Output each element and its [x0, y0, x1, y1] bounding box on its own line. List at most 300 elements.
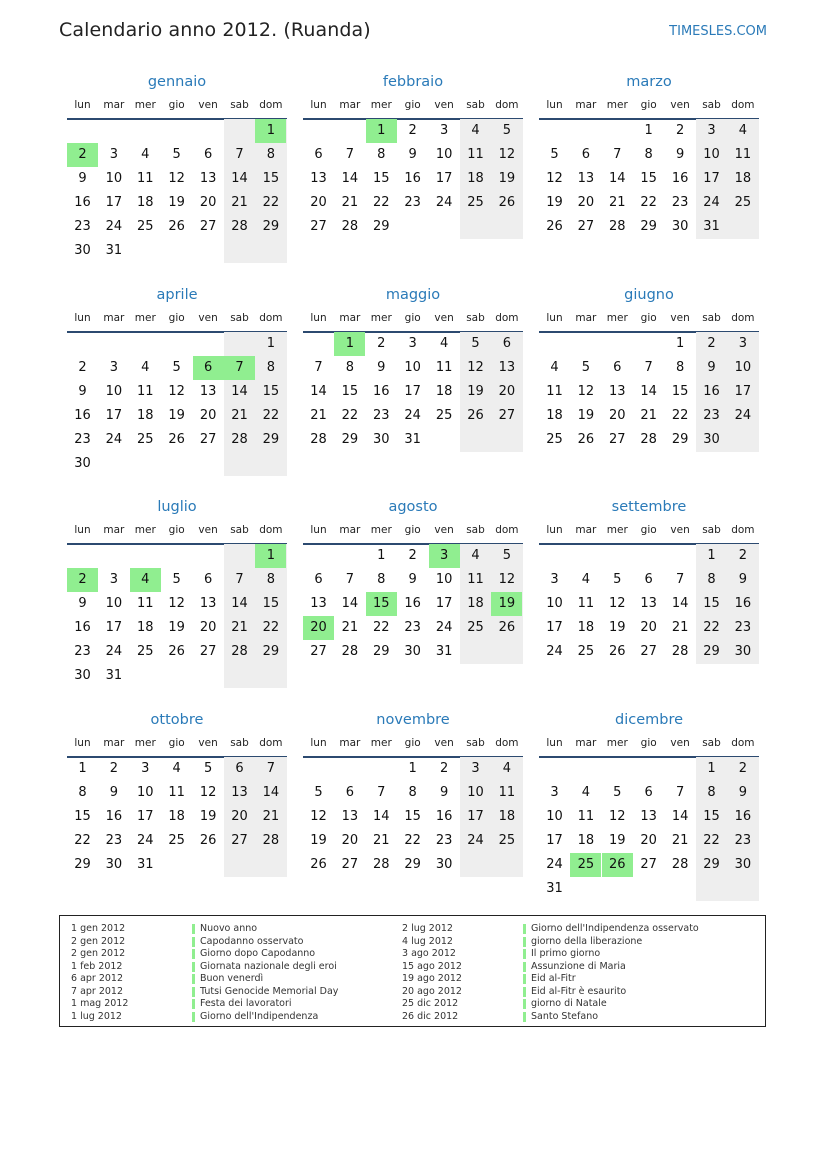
day-cell[interactable]: 30 [734, 857, 752, 872]
day-cell[interactable]: 17 [435, 171, 453, 186]
day-cell[interactable]: 20 [199, 195, 217, 210]
day-cell[interactable]: 2 [109, 761, 119, 776]
day-cell[interactable]: 3 [707, 123, 716, 138]
day-cell[interactable]: 20 [199, 620, 217, 635]
day-cell[interactable]: 7 [235, 572, 244, 587]
day-cell[interactable]: 27 [310, 219, 327, 234]
day-cell[interactable]: 30 [734, 644, 752, 659]
day-cell[interactable]: 18 [137, 620, 154, 635]
day-cell[interactable]: 19 [577, 408, 595, 423]
day-cell[interactable]: 20 [640, 833, 657, 848]
day-cell[interactable]: 22 [262, 408, 280, 423]
holiday-day[interactable]: 6 [193, 356, 224, 380]
day-cell[interactable]: 24 [546, 857, 563, 872]
site-link[interactable]: TIMESLES.COM [669, 24, 767, 39]
day-cell[interactable]: 23 [404, 195, 421, 210]
day-cell[interactable]: 23 [703, 408, 720, 423]
day-cell[interactable]: 13 [231, 785, 248, 800]
day-cell[interactable]: 23 [671, 195, 689, 210]
day-cell[interactable]: 22 [640, 195, 657, 210]
day-cell[interactable]: 15 [74, 809, 91, 824]
day-cell[interactable]: 20 [310, 195, 327, 210]
day-cell[interactable]: 23 [404, 620, 421, 635]
day-cell[interactable]: 25 [137, 432, 154, 447]
day-cell[interactable]: 29 [373, 219, 390, 234]
day-cell[interactable]: 11 [137, 171, 154, 186]
day-cell[interactable]: 18 [467, 171, 484, 186]
day-cell[interactable]: 26 [498, 620, 516, 635]
day-cell[interactable]: 29 [262, 644, 280, 659]
day-cell[interactable]: 1 [675, 336, 685, 351]
day-cell[interactable]: 18 [577, 620, 595, 635]
day-cell[interactable]: 25 [577, 644, 595, 659]
holiday-day[interactable]: 1 [366, 119, 397, 143]
day-cell[interactable]: 30 [74, 668, 91, 683]
day-cell[interactable]: 4 [471, 123, 480, 138]
day-cell[interactable]: 14 [341, 596, 359, 611]
day-cell[interactable]: 17 [546, 833, 563, 848]
day-cell[interactable]: 22 [373, 620, 390, 635]
day-cell[interactable]: 7 [675, 785, 685, 800]
day-cell[interactable]: 27 [498, 408, 516, 423]
day-cell[interactable]: 9 [408, 572, 417, 587]
day-cell[interactable]: 15 [703, 809, 720, 824]
day-cell[interactable]: 2 [738, 761, 748, 776]
day-cell[interactable]: 7 [345, 147, 355, 162]
day-cell[interactable]: 19 [168, 408, 185, 423]
day-cell[interactable]: 29 [703, 857, 720, 872]
day-cell[interactable]: 26 [467, 408, 484, 423]
day-cell[interactable]: 7 [613, 147, 622, 162]
day-cell[interactable]: 5 [581, 360, 591, 375]
day-cell[interactable]: 20 [199, 408, 217, 423]
day-cell[interactable]: 24 [105, 219, 123, 234]
day-cell[interactable]: 13 [640, 596, 657, 611]
day-cell[interactable]: 8 [266, 360, 276, 375]
day-cell[interactable]: 6 [644, 572, 653, 587]
day-cell[interactable]: 15 [262, 596, 280, 611]
day-cell[interactable]: 2 [675, 123, 685, 138]
day-cell[interactable]: 22 [404, 833, 421, 848]
day-cell[interactable]: 31 [703, 219, 720, 234]
day-cell[interactable]: 1 [266, 336, 276, 351]
day-cell[interactable]: 19 [609, 620, 626, 635]
day-cell[interactable]: 24 [703, 195, 720, 210]
day-cell[interactable]: 25 [137, 644, 154, 659]
day-cell[interactable]: 29 [74, 857, 91, 872]
day-cell[interactable]: 20 [231, 809, 248, 824]
day-cell[interactable]: 31 [546, 881, 563, 896]
day-cell[interactable]: 20 [498, 384, 516, 399]
day-cell[interactable]: 22 [703, 833, 720, 848]
day-cell[interactable]: 9 [377, 360, 386, 375]
day-cell[interactable]: 7 [345, 572, 355, 587]
day-cell[interactable]: 20 [609, 408, 626, 423]
day-cell[interactable]: 12 [609, 809, 626, 824]
day-cell[interactable]: 11 [168, 785, 185, 800]
day-cell[interactable]: 7 [235, 147, 244, 162]
day-cell[interactable]: 25 [137, 219, 154, 234]
day-cell[interactable]: 31 [435, 644, 453, 659]
day-cell[interactable]: 21 [231, 195, 248, 210]
day-cell[interactable]: 15 [341, 384, 359, 399]
day-cell[interactable]: 8 [644, 147, 653, 162]
day-cell[interactable]: 17 [467, 809, 484, 824]
day-cell[interactable]: 31 [105, 668, 123, 683]
day-cell[interactable]: 21 [671, 620, 689, 635]
day-cell[interactable]: 30 [105, 857, 123, 872]
day-cell[interactable]: 14 [341, 171, 359, 186]
day-cell[interactable]: 7 [675, 572, 685, 587]
day-cell[interactable]: 20 [640, 620, 657, 635]
day-cell[interactable]: 11 [137, 596, 154, 611]
day-cell[interactable]: 5 [314, 785, 323, 800]
day-cell[interactable]: 19 [199, 809, 217, 824]
day-cell[interactable]: 28 [671, 857, 689, 872]
day-cell[interactable]: 10 [435, 572, 453, 587]
day-cell[interactable]: 3 [471, 761, 480, 776]
day-cell[interactable]: 4 [141, 147, 150, 162]
day-cell[interactable]: 25 [498, 833, 516, 848]
day-cell[interactable]: 1 [78, 761, 87, 776]
day-cell[interactable]: 28 [373, 857, 390, 872]
day-cell[interactable]: 12 [498, 572, 516, 587]
day-cell[interactable]: 16 [703, 384, 720, 399]
day-cell[interactable]: 28 [262, 833, 280, 848]
day-cell[interactable]: 13 [609, 384, 626, 399]
day-cell[interactable]: 18 [137, 408, 154, 423]
day-cell[interactable]: 10 [435, 147, 453, 162]
day-cell[interactable]: 24 [105, 644, 123, 659]
day-cell[interactable]: 5 [172, 360, 181, 375]
day-cell[interactable]: 13 [199, 596, 217, 611]
day-cell[interactable]: 19 [546, 195, 563, 210]
day-cell[interactable]: 3 [109, 360, 119, 375]
day-cell[interactable]: 9 [78, 596, 87, 611]
day-cell[interactable]: 28 [310, 432, 327, 447]
day-cell[interactable]: 2 [78, 360, 87, 375]
day-cell[interactable]: 17 [105, 620, 123, 635]
day-cell[interactable]: 17 [404, 384, 421, 399]
day-cell[interactable]: 3 [738, 336, 748, 351]
day-cell[interactable]: 12 [467, 360, 484, 375]
day-cell[interactable]: 26 [168, 644, 185, 659]
day-cell[interactable]: 30 [74, 243, 91, 258]
day-cell[interactable]: 6 [502, 336, 512, 351]
day-cell[interactable]: 25 [467, 195, 484, 210]
day-cell[interactable]: 27 [199, 219, 217, 234]
day-cell[interactable]: 26 [168, 219, 185, 234]
day-cell[interactable]: 11 [467, 147, 484, 162]
day-cell[interactable]: 12 [168, 384, 185, 399]
day-cell[interactable]: 9 [738, 572, 748, 587]
day-cell[interactable]: 18 [546, 408, 563, 423]
day-cell[interactable]: 10 [404, 360, 421, 375]
day-cell[interactable]: 11 [577, 809, 595, 824]
day-cell[interactable]: 27 [640, 644, 657, 659]
day-cell[interactable]: 23 [734, 833, 752, 848]
day-cell[interactable]: 11 [498, 785, 516, 800]
day-cell[interactable]: 26 [498, 195, 516, 210]
day-cell[interactable]: 27 [199, 644, 217, 659]
day-cell[interactable]: 29 [703, 644, 720, 659]
day-cell[interactable]: 9 [78, 171, 87, 186]
day-cell[interactable]: 16 [74, 195, 91, 210]
day-cell[interactable]: 6 [345, 785, 355, 800]
day-cell[interactable]: 2 [408, 123, 417, 138]
day-cell[interactable]: 3 [141, 761, 150, 776]
day-cell[interactable]: 14 [671, 809, 689, 824]
day-cell[interactable]: 6 [235, 761, 244, 776]
day-cell[interactable]: 14 [373, 809, 390, 824]
day-cell[interactable]: 12 [577, 384, 595, 399]
day-cell[interactable]: 8 [78, 785, 87, 800]
day-cell[interactable]: 30 [373, 432, 390, 447]
day-cell[interactable]: 10 [467, 785, 484, 800]
day-cell[interactable]: 27 [609, 432, 626, 447]
day-cell[interactable]: 12 [498, 147, 516, 162]
day-cell[interactable]: 28 [341, 219, 359, 234]
holiday-day[interactable]: 4 [130, 568, 161, 592]
day-cell[interactable]: 2 [707, 336, 716, 351]
day-cell[interactable]: 8 [377, 572, 386, 587]
day-cell[interactable]: 27 [310, 644, 327, 659]
day-cell[interactable]: 14 [609, 171, 626, 186]
day-cell[interactable]: 8 [675, 360, 685, 375]
day-cell[interactable]: 24 [435, 195, 453, 210]
day-cell[interactable]: 16 [105, 809, 123, 824]
holiday-day[interactable]: 2 [67, 143, 98, 167]
day-cell[interactable]: 1 [408, 761, 417, 776]
day-cell[interactable]: 26 [199, 833, 217, 848]
day-cell[interactable]: 14 [310, 384, 327, 399]
day-cell[interactable]: 10 [105, 171, 123, 186]
day-cell[interactable]: 10 [137, 785, 154, 800]
day-cell[interactable]: 22 [671, 408, 689, 423]
day-cell[interactable]: 20 [341, 833, 359, 848]
day-cell[interactable]: 25 [467, 620, 484, 635]
day-cell[interactable]: 5 [471, 336, 480, 351]
day-cell[interactable]: 17 [546, 620, 563, 635]
day-cell[interactable]: 23 [734, 620, 752, 635]
day-cell[interactable]: 6 [314, 572, 323, 587]
holiday-day[interactable]: 19 [491, 592, 522, 616]
day-cell[interactable]: 1 [707, 548, 716, 563]
day-cell[interactable]: 15 [262, 384, 280, 399]
day-cell[interactable]: 9 [408, 147, 417, 162]
holiday-day[interactable]: 25 [570, 853, 601, 877]
day-cell[interactable]: 9 [78, 384, 87, 399]
day-cell[interactable]: 26 [310, 857, 327, 872]
day-cell[interactable]: 25 [734, 195, 752, 210]
day-cell[interactable]: 4 [738, 123, 748, 138]
day-cell[interactable]: 15 [703, 596, 720, 611]
day-cell[interactable]: 23 [435, 833, 453, 848]
day-cell[interactable]: 16 [435, 809, 453, 824]
day-cell[interactable]: 10 [546, 809, 563, 824]
day-cell[interactable]: 8 [345, 360, 355, 375]
day-cell[interactable]: 21 [231, 620, 248, 635]
day-cell[interactable]: 10 [703, 147, 720, 162]
day-cell[interactable]: 27 [341, 857, 359, 872]
day-cell[interactable]: 31 [404, 432, 421, 447]
holiday-day[interactable]: 2 [67, 568, 98, 592]
day-cell[interactable]: 16 [74, 620, 91, 635]
day-cell[interactable]: 12 [310, 809, 327, 824]
day-cell[interactable]: 30 [74, 456, 91, 471]
day-cell[interactable]: 13 [498, 360, 516, 375]
day-cell[interactable]: 21 [640, 408, 657, 423]
day-cell[interactable]: 19 [467, 384, 484, 399]
day-cell[interactable]: 19 [168, 195, 185, 210]
day-cell[interactable]: 12 [609, 596, 626, 611]
day-cell[interactable]: 24 [734, 408, 752, 423]
day-cell[interactable]: 4 [439, 336, 449, 351]
day-cell[interactable]: 2 [439, 761, 449, 776]
day-cell[interactable]: 30 [671, 219, 689, 234]
day-cell[interactable]: 8 [408, 785, 417, 800]
day-cell[interactable]: 26 [168, 432, 185, 447]
day-cell[interactable]: 4 [502, 761, 512, 776]
day-cell[interactable]: 3 [439, 123, 449, 138]
day-cell[interactable]: 27 [231, 833, 248, 848]
day-cell[interactable]: 13 [341, 809, 359, 824]
day-cell[interactable]: 22 [262, 195, 280, 210]
day-cell[interactable]: 17 [734, 384, 752, 399]
day-cell[interactable]: 3 [550, 572, 559, 587]
day-cell[interactable]: 24 [404, 408, 421, 423]
day-cell[interactable]: 31 [137, 857, 154, 872]
day-cell[interactable]: 16 [373, 384, 390, 399]
day-cell[interactable]: 6 [314, 147, 323, 162]
day-cell[interactable]: 21 [373, 833, 390, 848]
day-cell[interactable]: 8 [377, 147, 386, 162]
day-cell[interactable]: 28 [671, 644, 689, 659]
day-cell[interactable]: 17 [435, 596, 453, 611]
day-cell[interactable]: 8 [266, 147, 276, 162]
day-cell[interactable]: 9 [738, 785, 748, 800]
day-cell[interactable]: 21 [231, 408, 248, 423]
day-cell[interactable]: 29 [404, 857, 421, 872]
day-cell[interactable]: 22 [262, 620, 280, 635]
day-cell[interactable]: 16 [734, 596, 752, 611]
day-cell[interactable]: 13 [310, 171, 327, 186]
day-cell[interactable]: 8 [707, 785, 716, 800]
day-cell[interactable]: 23 [74, 432, 91, 447]
day-cell[interactable]: 31 [105, 243, 123, 258]
day-cell[interactable]: 24 [105, 432, 123, 447]
day-cell[interactable]: 6 [613, 360, 622, 375]
day-cell[interactable]: 19 [609, 833, 626, 848]
day-cell[interactable]: 18 [435, 384, 453, 399]
day-cell[interactable]: 1 [707, 761, 716, 776]
day-cell[interactable]: 17 [105, 408, 123, 423]
day-cell[interactable]: 22 [341, 408, 359, 423]
day-cell[interactable]: 17 [703, 171, 720, 186]
day-cell[interactable]: 27 [640, 857, 657, 872]
day-cell[interactable]: 11 [467, 572, 484, 587]
day-cell[interactable]: 29 [262, 432, 280, 447]
day-cell[interactable]: 16 [74, 408, 91, 423]
day-cell[interactable]: 4 [141, 360, 150, 375]
day-cell[interactable]: 28 [231, 644, 248, 659]
day-cell[interactable]: 30 [435, 857, 453, 872]
day-cell[interactable]: 7 [644, 360, 653, 375]
day-cell[interactable]: 30 [404, 644, 421, 659]
day-cell[interactable]: 23 [373, 408, 390, 423]
day-cell[interactable]: 18 [498, 809, 516, 824]
day-cell[interactable]: 16 [404, 171, 421, 186]
day-cell[interactable]: 5 [172, 147, 181, 162]
day-cell[interactable]: 4 [581, 785, 591, 800]
day-cell[interactable]: 15 [671, 384, 689, 399]
day-cell[interactable]: 22 [703, 620, 720, 635]
day-cell[interactable]: 10 [734, 360, 752, 375]
day-cell[interactable]: 30 [703, 432, 720, 447]
day-cell[interactable]: 16 [734, 809, 752, 824]
day-cell[interactable]: 11 [137, 384, 154, 399]
day-cell[interactable]: 5 [172, 572, 181, 587]
holiday-day[interactable]: 1 [255, 544, 286, 568]
day-cell[interactable]: 3 [408, 336, 417, 351]
day-cell[interactable]: 27 [577, 219, 595, 234]
day-cell[interactable]: 14 [640, 384, 657, 399]
day-cell[interactable]: 12 [168, 596, 185, 611]
day-cell[interactable]: 23 [74, 644, 91, 659]
holiday-day[interactable]: 1 [255, 119, 286, 143]
day-cell[interactable]: 19 [310, 833, 327, 848]
day-cell[interactable]: 28 [640, 432, 657, 447]
day-cell[interactable]: 10 [105, 596, 123, 611]
day-cell[interactable]: 1 [644, 123, 653, 138]
day-cell[interactable]: 6 [581, 147, 591, 162]
day-cell[interactable]: 21 [262, 809, 280, 824]
day-cell[interactable]: 26 [577, 432, 595, 447]
day-cell[interactable]: 5 [502, 123, 512, 138]
day-cell[interactable]: 4 [172, 761, 181, 776]
day-cell[interactable]: 29 [341, 432, 359, 447]
day-cell[interactable]: 21 [341, 195, 359, 210]
day-cell[interactable]: 4 [471, 548, 480, 563]
day-cell[interactable]: 25 [168, 833, 185, 848]
day-cell[interactable]: 24 [467, 833, 484, 848]
day-cell[interactable]: 18 [168, 809, 185, 824]
day-cell[interactable]: 22 [74, 833, 91, 848]
day-cell[interactable]: 14 [671, 596, 689, 611]
day-cell[interactable]: 5 [613, 785, 622, 800]
day-cell[interactable]: 11 [546, 384, 563, 399]
holiday-day[interactable]: 20 [303, 616, 334, 640]
day-cell[interactable]: 26 [609, 644, 626, 659]
day-cell[interactable]: 5 [203, 761, 213, 776]
day-cell[interactable]: 11 [734, 147, 752, 162]
day-cell[interactable]: 2 [408, 548, 417, 563]
day-cell[interactable]: 15 [640, 171, 657, 186]
day-cell[interactable]: 18 [577, 833, 595, 848]
day-cell[interactable]: 29 [373, 644, 390, 659]
day-cell[interactable]: 12 [546, 171, 563, 186]
day-cell[interactable]: 9 [109, 785, 119, 800]
day-cell[interactable]: 28 [231, 432, 248, 447]
day-cell[interactable]: 12 [199, 785, 217, 800]
day-cell[interactable]: 2 [377, 336, 386, 351]
day-cell[interactable]: 11 [577, 596, 595, 611]
day-cell[interactable]: 3 [550, 785, 559, 800]
day-cell[interactable]: 14 [231, 596, 248, 611]
day-cell[interactable]: 24 [546, 644, 563, 659]
day-cell[interactable]: 4 [581, 572, 591, 587]
day-cell[interactable]: 9 [439, 785, 449, 800]
